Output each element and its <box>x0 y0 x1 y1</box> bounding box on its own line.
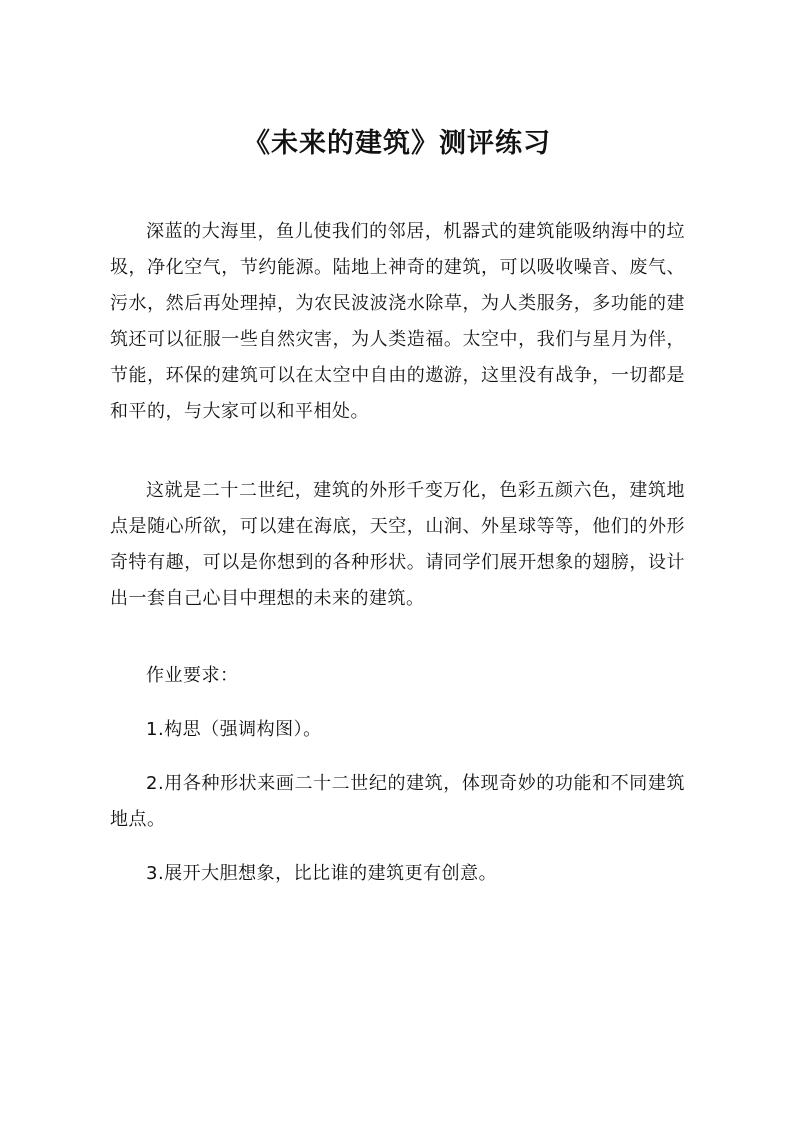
assignment-heading: 作业要求： <box>146 665 239 686</box>
requirement-item-2: 2.用各种形状来画二十二世纪的建筑，体现奇妙的功能和不同建筑地点。 <box>110 773 685 830</box>
requirement-item-3: 3.展开大胆想象，比比谁的建筑更有创意。 <box>146 863 498 884</box>
paragraph-22nd-century: 这就是二十二世纪，建筑的外形千变万化，色彩五颜六色，建筑地点是随心所欲，可以建在海底，天空，山涧、外星球等等，他们的外形奇特有趣，可以是你想到的各种形状。请同学们展开想象的翅膀，设计出一套自己心目中理想的未来的建筑。 <box>110 480 685 609</box>
paragraph-ocean-land-space: 深蓝的大海里，鱼儿使我们的邻居，机器式的建筑能吸纳海中的垃圾，净化空气，节约能源。陆地上神奇的建筑，可以吸收噪音、废气、污水，然后再处理掉，为农民波波浇水除草，为人类服务，多功能的建筑还可以征服一些自然灾害，为人类造福。太空中，我们与星月为伴，节能，环保的建筑可以在太空中自由的遨游，这里没有战争，一切都是和平的，与大家可以和平相处。 <box>110 221 685 422</box>
requirement-item-1: 1.构思（强调构图）。 <box>146 719 322 740</box>
document-title: 《未来的建筑》测评练习 <box>243 128 551 159</box>
